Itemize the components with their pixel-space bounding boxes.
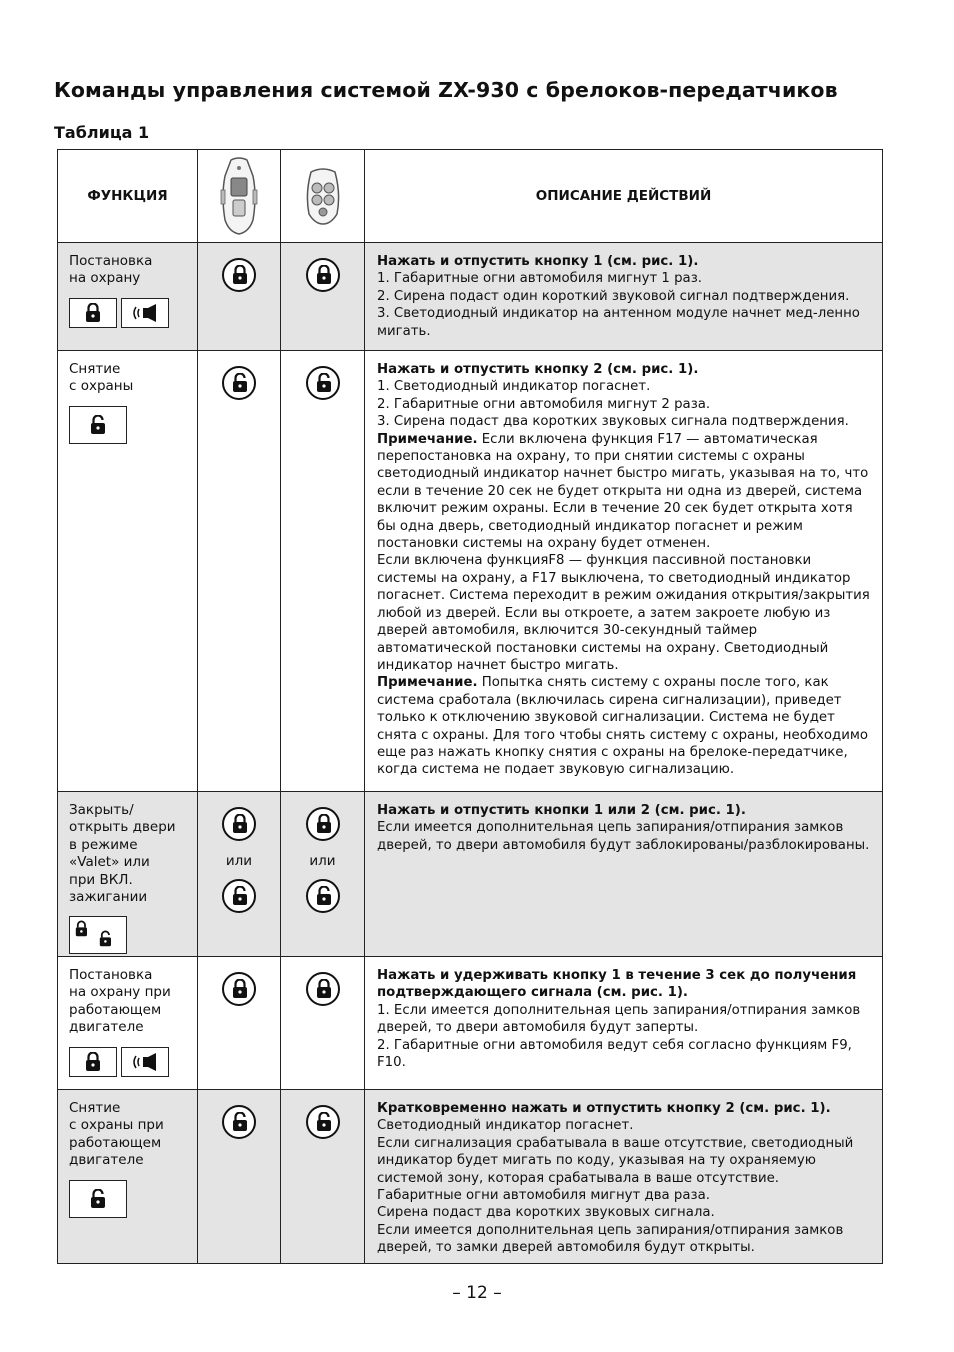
fob2-button-2-unlock-icon bbox=[306, 1105, 340, 1139]
lock-unlock-icon bbox=[69, 916, 127, 954]
table-header-row bbox=[58, 150, 883, 243]
header-description: ОПИСАНИЕ ДЕЙСТВИЙ bbox=[365, 150, 883, 243]
fob2-button-1-lock-icon bbox=[306, 972, 340, 1006]
description-cell bbox=[365, 792, 883, 957]
description-lead: Кратковременно нажать и отпустить кнопку 2 (см. рис. 1). bbox=[377, 1101, 831, 1116]
function-cell bbox=[58, 243, 198, 351]
fob2-button-2-unlock-icon bbox=[306, 366, 340, 400]
fob2-button-1-lock-icon bbox=[306, 258, 340, 292]
description-line: Сирена подаст два коротких звуковых сигнала. bbox=[377, 1205, 715, 1221]
fob1-button-1-lock-icon bbox=[222, 807, 256, 841]
table-row bbox=[58, 351, 883, 792]
description-cell bbox=[365, 351, 883, 792]
description-line: 2. Сирена подаст один короткий звуковой сигнал подтверждения. bbox=[377, 288, 850, 304]
note-label: Примечание. bbox=[377, 431, 478, 447]
description-line: 1. Если имеется дополнительная цепь запирания/отпирания замков дверей, то двери автомобиля будут заперты. bbox=[377, 1002, 861, 1036]
fob1-button-1-lock-icon bbox=[222, 258, 256, 292]
page-number: – 12 – bbox=[452, 1283, 502, 1303]
description-line: Если имеется дополнительная цепь запирания/отпирания замков дверей, то двери автомобиля будут заблокированы/разблокированы. bbox=[377, 820, 870, 853]
function-cell bbox=[58, 792, 198, 957]
fob1-button-2-unlock-icon bbox=[222, 366, 256, 400]
note-paragraph bbox=[377, 674, 870, 778]
description-cell bbox=[365, 243, 883, 351]
description-paragraph: Если включена функцияF8 — функция пассивной постановки системы на охрану, а F17 выключена, то светодиодный индикатор погаснет. Система переходит в режим ожидания открытия/закрытия любой из дверей. Если вы откроете, а затем закроете любую из дверей автомобиля, включится 30-секундный таймер автоматической постановки системы на охрану. Светодиодный индикатор начнет быстро мигать. bbox=[377, 553, 870, 673]
function-cell bbox=[58, 957, 198, 1090]
fob2-button-2-unlock-icon bbox=[306, 879, 340, 913]
function-label: Постановка на охрану bbox=[69, 253, 153, 287]
note-text: Если включена функция F17 — автоматическая перепостановка на охрану, то при снятии системы с охраны светодиодный индикатор начнет быстро мигать, указывая на то, что если в течение 20 сек не будет открыта ни одна из дверей, система включит режим охраны. Если в течение 20 сек будет открыта хотя бы одна дверь, светодиодный индикатор погаснет и режим постановки системы на охрану будет отменен. bbox=[377, 431, 869, 552]
table-row bbox=[58, 957, 883, 1090]
description-line: 3. Светодиодный индикатор на антенном модуле начнет мед-ленно мигать. bbox=[377, 306, 860, 339]
arm-lock-icon bbox=[69, 298, 117, 328]
description-line: 2. Габаритные огни автомобиля мигнут 2 раза. bbox=[377, 396, 711, 412]
description-lead: Нажать и отпустить кнопку 2 (см. рис. 1). bbox=[377, 362, 699, 377]
description-line: Если сигнализация срабатывала в ваше отсутствие, светодиодный индикатор будет мигать по коду, указывая на ту охраняемую системой зону, которая срабатывала в ваше отсутствие. bbox=[377, 1135, 854, 1186]
table-row bbox=[58, 243, 883, 351]
description-line: 3. Сирена подаст два коротких звуковых сигнала подтверждения. bbox=[377, 414, 849, 430]
or-label: или bbox=[225, 853, 253, 869]
siren-icon bbox=[121, 1047, 169, 1077]
disarm-unlock-icon bbox=[69, 1180, 127, 1218]
arm-lock-icon bbox=[69, 1047, 117, 1077]
note-text: Попытка снять систему с охраны после того, как система сработала (включилась сирена сигнализации), приведет только к отключению звуковой сигнализации. Система не будет снята с охраны. Для того чтобы снять систему с охраны, необходимо еще раз нажать кнопку снятия с охраны на брелоке-передатчике, когда система не подает звуковую сигнализацию. bbox=[377, 675, 869, 778]
description-line: Если имеется дополнительная цепь запирания/отпирания замков дверей, то замки дверей автомобиля будут открыты. bbox=[377, 1222, 844, 1256]
table-row bbox=[58, 792, 883, 957]
description-line: Габаритные огни автомобиля мигнут два раза. bbox=[377, 1188, 710, 1204]
function-label: Закрыть/ открыть двери в режиме «Valet» или при ВКЛ. зажигании bbox=[69, 802, 176, 906]
fob2-button-1-lock-icon bbox=[306, 807, 340, 841]
function-cell bbox=[58, 351, 198, 792]
table-caption: Таблица 1 bbox=[54, 123, 150, 142]
description-cell bbox=[365, 957, 883, 1090]
description-lead: Нажать и отпустить кнопку 1 (см. рис. 1). bbox=[377, 254, 699, 269]
description-cell bbox=[365, 1090, 883, 1264]
header-fob2 bbox=[281, 150, 365, 243]
note-paragraph bbox=[377, 431, 870, 553]
function-label: Снятие с охраны bbox=[69, 361, 134, 395]
function-cell bbox=[58, 1090, 198, 1264]
siren-icon bbox=[121, 298, 169, 328]
description-line: Светодиодный индикатор погаснет. bbox=[377, 1118, 634, 1134]
function-label: Снятие с охраны при работающем двигателе bbox=[69, 1100, 164, 1169]
header-fob1 bbox=[198, 150, 281, 243]
commands-table bbox=[57, 149, 883, 1264]
description-line: 2. Габаритные огни автомобиля ведут себя согласно функциям F9, F10. bbox=[377, 1037, 852, 1071]
page-title: Команды управления системой ZX-930 с брелоков-передатчиков bbox=[54, 78, 838, 102]
disarm-unlock-icon bbox=[69, 406, 127, 444]
four-button-remote-icon bbox=[303, 166, 343, 226]
description-line: 1. Светодиодный индикатор погаснет. bbox=[377, 379, 651, 395]
function-label: Постановка на охрану при работающем двигателе bbox=[69, 967, 171, 1036]
or-label: или bbox=[309, 853, 336, 869]
description-lead: Нажать и отпустить кнопки 1 или 2 (см. рис. 1). bbox=[377, 803, 746, 818]
fob1-button-2-unlock-icon bbox=[222, 879, 256, 913]
lcd-remote-icon bbox=[219, 156, 259, 236]
note-label: Примечание. bbox=[377, 675, 478, 691]
fob1-button-1-lock-icon bbox=[222, 972, 256, 1006]
description-lead: Нажать и удерживать кнопку 1 в течение 3 сек до получения подтверждающего сигнала (см. рис. 1). bbox=[377, 968, 857, 1001]
description-line: 1. Габаритные огни автомобиля мигнут 1 раз. bbox=[377, 271, 702, 287]
table-row bbox=[58, 1090, 883, 1264]
header-function: ФУНКЦИЯ bbox=[58, 150, 198, 243]
fob1-button-2-unlock-icon bbox=[222, 1105, 256, 1139]
